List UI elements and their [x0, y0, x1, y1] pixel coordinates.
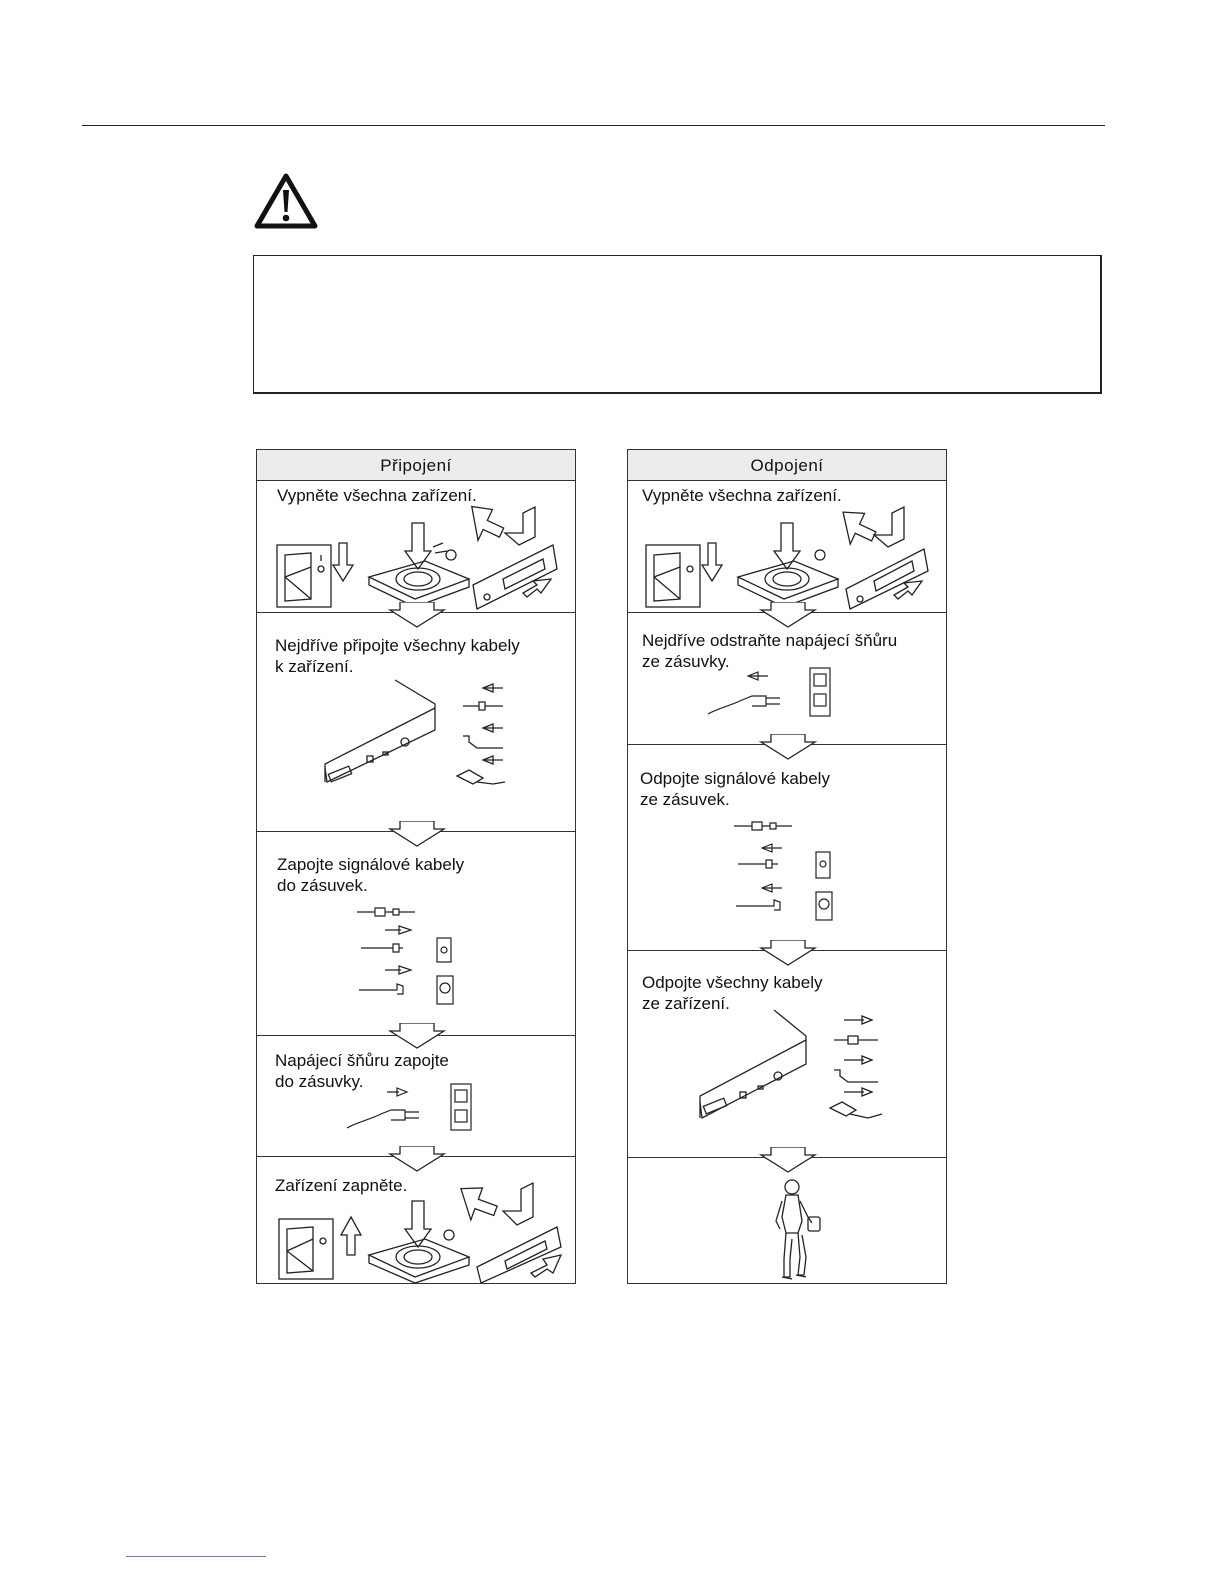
- down-arrow-icon: [759, 1147, 817, 1173]
- laptop-unplug-illustration: [698, 1006, 908, 1126]
- power-off-illustration: [642, 505, 938, 610]
- warning-triangle-icon: [253, 172, 319, 230]
- connect-step-2-text: Nejdříve připojte všechny kabely k zařízení.: [275, 636, 520, 676]
- down-arrow-icon: [388, 602, 446, 628]
- disconnect-title: Odpojení: [628, 450, 946, 481]
- down-arrow-icon: [759, 602, 817, 628]
- top-rule: [82, 125, 1105, 126]
- connect-step-4-text: Napájecí šňůru zapojte do zásuvky.: [275, 1051, 449, 1091]
- unplug-power-cord-illustration: [706, 662, 846, 722]
- connect-title: Připojení: [257, 450, 575, 481]
- disconnect-step-1-text: Vypněte všechna zařízení.: [642, 486, 842, 505]
- signal-cables-illustration: [355, 906, 475, 1006]
- power-off-illustration: [273, 505, 569, 610]
- down-arrow-icon: [388, 1023, 446, 1049]
- power-on-illustration: [277, 1183, 572, 1283]
- connect-column: [256, 449, 576, 1284]
- disconnect-step-2-text: Nejdříve odstraňte napájecí šňůru ze zásuvky.: [642, 631, 898, 671]
- laptop-cables-illustration: [307, 678, 517, 793]
- down-arrow-icon: [759, 734, 817, 760]
- person-walking-away-illustration: [768, 1177, 828, 1283]
- notice-box: [253, 255, 1102, 394]
- disconnect-column: [627, 449, 947, 1284]
- disconnect-step-3-text: Odpojte signálové kabely ze zásuvek.: [640, 769, 830, 809]
- disconnect-step-4-text: Odpojte všechny kabely ze zařízení.: [642, 973, 823, 1013]
- connect-step-3-text: Zapojte signálové kabely do zásuvek.: [277, 855, 465, 895]
- footer-link-line: [126, 1556, 266, 1557]
- unplug-signal-cables-illustration: [732, 820, 852, 920]
- down-arrow-icon: [388, 821, 446, 847]
- connect-step-5-text: Zařízení zapněte.: [275, 1176, 408, 1195]
- down-arrow-icon: [388, 1146, 446, 1172]
- down-arrow-icon: [759, 940, 817, 966]
- power-cord-illustration: [345, 1080, 485, 1135]
- connect-step-1-text: Vypněte všechna zařízení.: [277, 486, 477, 505]
